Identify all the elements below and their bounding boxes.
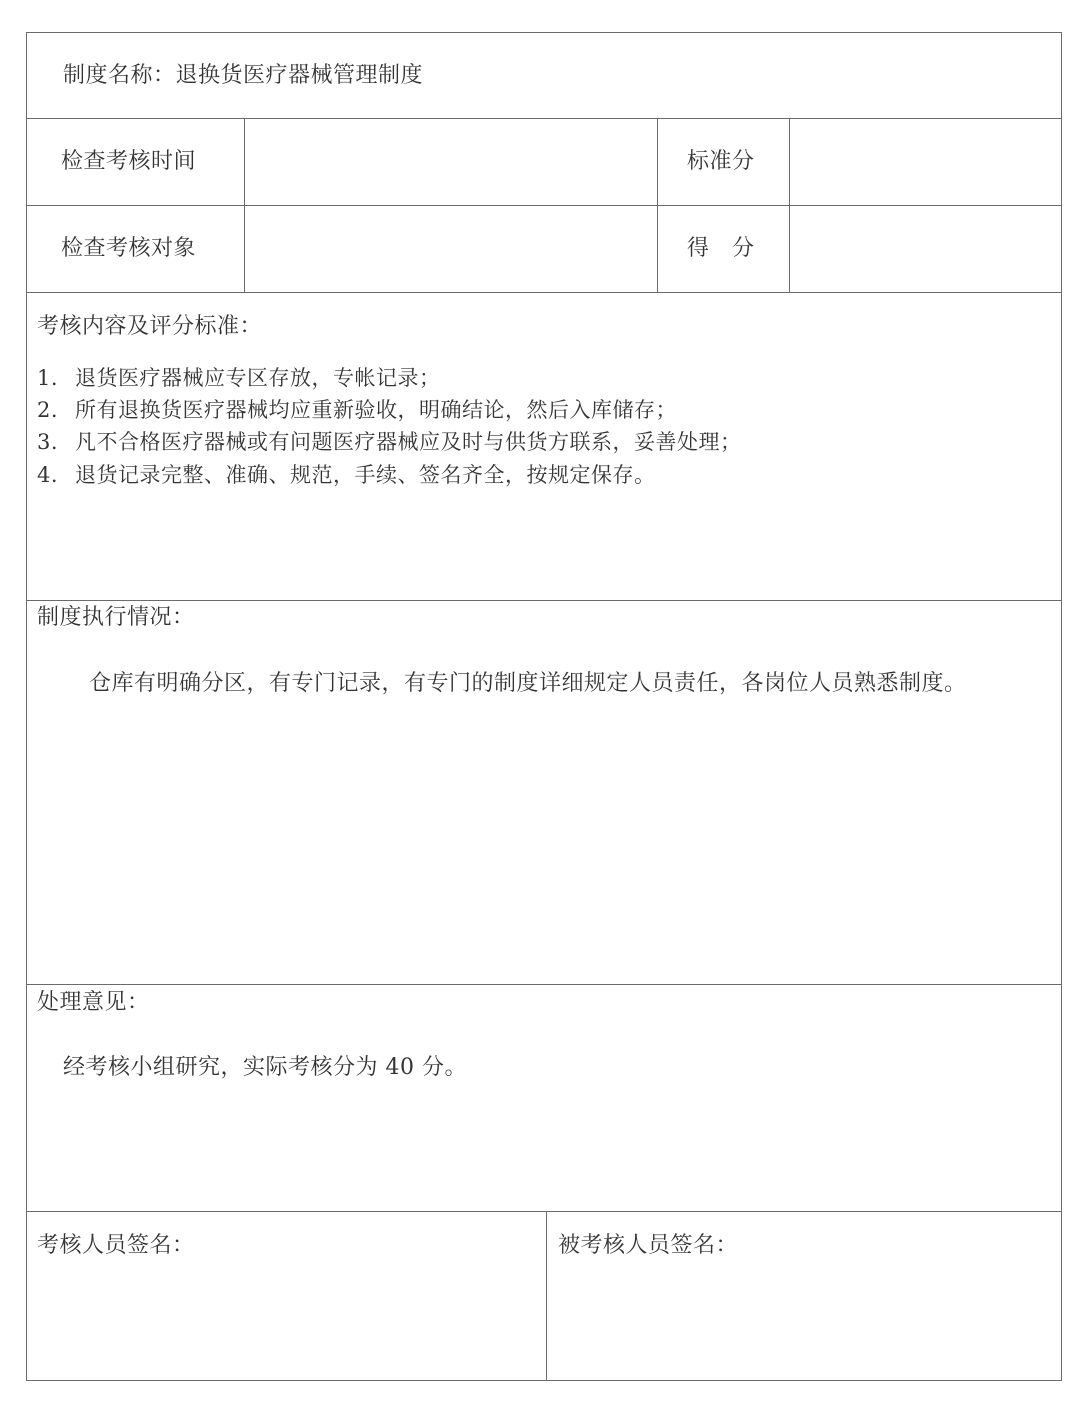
criteria-item-text: 所有退换货医疗器械均应重新验收，明确结论，然后入库储存； [75, 398, 677, 422]
criteria-item [37, 363, 441, 393]
check-object-label: 检查考核对象 [61, 236, 197, 261]
examiner-signature-label: 考核人员签名： [37, 1233, 195, 1258]
divider-v-2 [657, 119, 658, 293]
criteria-item-num: 3. [37, 430, 59, 454]
system-name-label: 制度名称： [63, 63, 176, 88]
execution-body[interactable]: 仓库有明确分区，有专门记录，有专门的制度详细规定人员责任，各岗位人员熟悉制度。 [89, 671, 967, 696]
criteria-item-num: 2. [37, 398, 59, 422]
examinee-signature-label: 被考核人员签名： [558, 1233, 739, 1258]
criteria-heading: 考核内容及评分标准： [37, 314, 263, 339]
divider-v-3 [789, 119, 790, 293]
divider-v-signature [546, 1212, 547, 1380]
system-name-row [63, 61, 423, 91]
criteria-item-num: 1. [37, 366, 59, 390]
execution-heading: 制度执行情况： [37, 605, 195, 630]
score-label: 得 分 [687, 236, 755, 261]
divider-after-row3 [27, 292, 1061, 293]
criteria-item-num: 4. [37, 463, 59, 487]
criteria-item [37, 395, 677, 425]
score-field[interactable] [790, 206, 1062, 292]
check-time-label: 检查考核时间 [61, 149, 197, 174]
criteria-item-text: 退货记录完整、准确、规范，手续、签名齐全，按规定保存。 [75, 463, 656, 487]
criteria-item-text: 退货医疗器械应专区存放，专帐记录； [75, 366, 441, 390]
standard-score-field[interactable] [790, 119, 1062, 205]
check-object-field[interactable] [245, 206, 657, 292]
system-name-value: 退换货医疗器械管理制度 [175, 63, 424, 88]
criteria-item [37, 460, 656, 490]
examiner-signature-field[interactable] [27, 1212, 546, 1380]
opinion-body[interactable]: 经考核小组研究，实际考核分为 40 分。 [63, 1055, 467, 1080]
criteria-item [37, 427, 742, 457]
divider-v-1 [244, 119, 245, 293]
check-time-field[interactable] [245, 119, 657, 205]
assessment-form [26, 32, 1062, 1381]
criteria-item-text: 凡不合格医疗器械或有问题医疗器械应及时与供货方联系，妥善处理； [75, 430, 742, 454]
divider-after-execution [27, 984, 1061, 985]
divider-after-criteria [27, 600, 1061, 601]
opinion-heading: 处理意见： [37, 990, 150, 1015]
standard-score-label: 标准分 [687, 149, 755, 174]
examinee-signature-field[interactable] [548, 1212, 1062, 1380]
